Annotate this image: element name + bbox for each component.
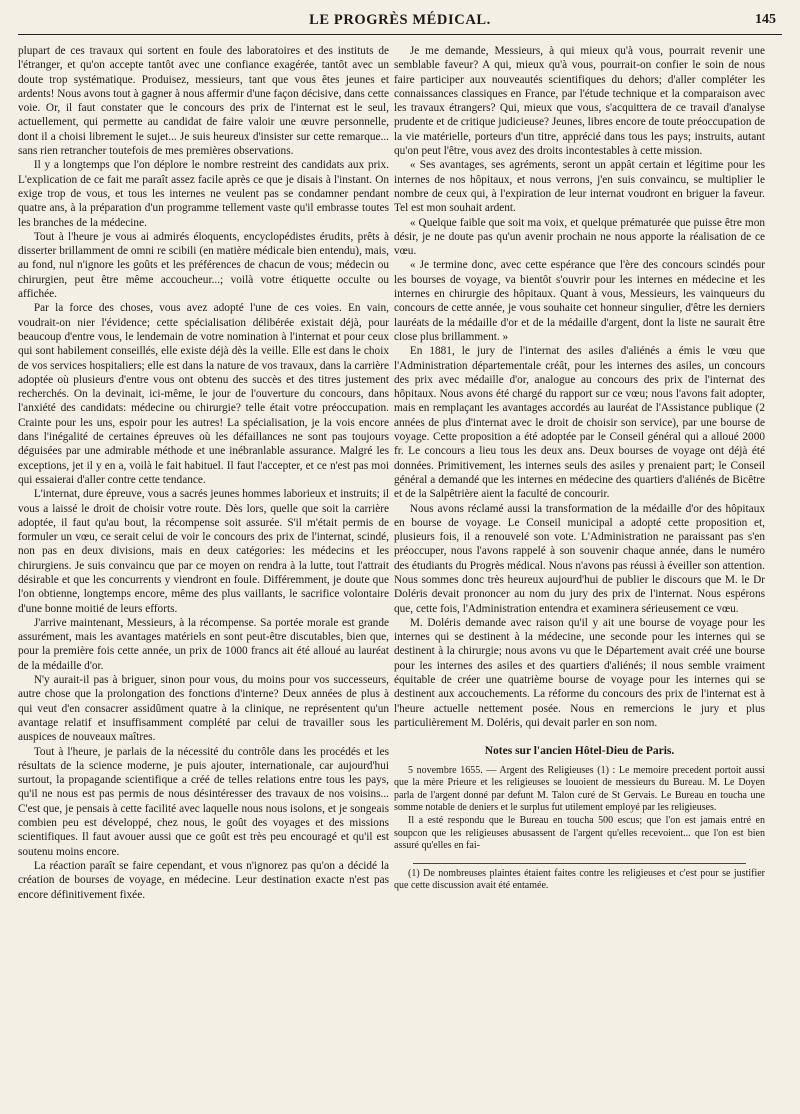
page-number: 145 bbox=[755, 12, 776, 27]
journal-title: LE PROGRÈS MÉDICAL. bbox=[309, 12, 491, 28]
paragraph: Tout à l'heure, je parlais de la nécessité du contrôle dans les procédés et les résultats de la science moderne, je puis ajouter, internationale, car aujourd'hui surtout, la propagande scientifique a créé de telles relations entre tous les pays, qu'il ne nous est pas permis de nous désintéresser des travaux de nos voisins... C'est que, je pensais à cette facilité avec laquelle nous nous isolons, et je songeais combien peu est développé, chez nous, le goût des voyages et des missions scientifiques. Il faut avouer aussi que ce goût est très peu encouragé et qu'il est soutenu moins encore. bbox=[18, 745, 389, 858]
paragraph: Je me demande, Messieurs, à qui mieux qu'à vous, pourrait revenir une semblable faveur? A qui, mieux qu'à vous, pourrait-on confier le soin de nous faire participer aux nouveautés scientifiques du dehors; d'aller compléter les connaissances classiques en France, par l'étude technique et la comparaison avec les travaux étrangers? Qui, mieux que vous, s'acquittera de ce travail d'analyse prudente et de critique judicieuse? Jeunes, libres encore de toute préoccupation de la vie matérielle, porteurs d'un titre, apprécié dans tous les pays; instruits, autant qu'on peut l'être, vous avez des droits incontestables à cette mission. bbox=[394, 45, 765, 158]
running-header bbox=[18, 10, 782, 32]
footnote: (1) De nombreuses plaintes étaient faites contre les religieuses et c'est pour se justifier que cette discussion avait été entamée. bbox=[394, 867, 765, 892]
paragraph: Tout à l'heure je vous ai admirés éloquents, encyclopédistes érudits, prêts à disserter brillamment de omni re scibili (en matière médicale bien entendu), mais, au fond, nul n'ignore les goûts et les préférences de chacun de vous; médecin ou chirurgien, peut être même accoucheur...; voilà votre étiquette occulte ou affichée. bbox=[18, 230, 389, 301]
paragraph: plupart de ces travaux qui sortent en foule des laboratoires et des instituts de l'étranger, et qu'on accepte tantôt avec une confiance exagérée, tantôt avec un doute trop systématique. Produisez, messieurs, tant que vous êtes jeunes et ardents! Nous avons tout à gagner à nous affermir d'une façon décisive, dans cette voie. Or, il faut constater que le concours des prix de l'internat est le seul, actuellement, qui permette au candidat de faire valoir une œuvre personnelle, dont il a choisi librement le sujet... Je suis heureux d'insister sur cette remarque... sans rien retrancher toutefois de mes premières observations. bbox=[18, 45, 389, 158]
paragraph: M. Doléris demande avec raison qu'il y ait une bourse de voyage pour les internes qui se destinent à la médecine, une seconde pour les internes qui se destinent à la chirurgie; nous avons vu que le Département avait créé une bourse pour les internes des asiles et des quartiers d'aliénés; il nous semble vraiment équitable de créer une quatrième bourse de voyage pour les internes qui se destinent aux accouchements. La réforme du concours des prix de l'internat est à l'heure actuelle nettement posée. Nous en remercions le jury et plus particulièrement M. Doléris, qui devait parler en son nom. bbox=[394, 616, 765, 729]
section-paragraph: Il a esté respondu que le Bureau en toucha 500 escus; que l'on est jamais entré en soupcon que les religieuses abusassent de l'argent qu'elles recevoient... que l'on est bien assuré qu'elles en fai- bbox=[394, 814, 765, 852]
paragraph: « Ses avantages, ses agréments, seront un appât certain et légitime pour les internes de nos hôpitaux, et nous verrons, j'en suis convaincu, se multiplier le nombre de ceux qui, à l'expiration de leur internat voudront en briguer la faveur. Tel est mon souhait ardent. bbox=[394, 159, 765, 215]
paragraph: J'arrive maintenant, Messieurs, à la récompense. Sa portée morale est grande assurément, mais les avantages matériels en sont peut-être discutables, bien que, pour la première fois cette année, un prix de 1000 francs ait été alloué au lauréat de la médaille d'or. bbox=[18, 616, 389, 672]
paragraph: « Quelque faible que soit ma voix, et quelque prématurée que puisse être mon désir, je ne doute pas qu'un avenir prochain ne nous apporte la réalisation de ce vœu. bbox=[394, 216, 765, 258]
left-column bbox=[18, 44, 389, 1110]
header-rule bbox=[18, 34, 782, 35]
paragraph: Nous avons réclamé aussi la transformation de la médaille d'or des hôpitaux en bourse de voyage. Le Conseil municipal a adopté cette proposition et, plusieurs fois, il a renouvelé son vote. L'Administration ne paraissant pas s'en préoccuper, nous l'avons rappelé à son souvenir chaque année, dans le numéro des étudiants du Progrès médical. Nous n'avons pas réussi à éveiller son attention. Nous sommes donc très heureux aujourd'hui de publier le discours que M. le Dr Doléris devait prononcer au nom du jury des prix de l'internat. Nous espérons que, cette fois, l'Administration entendra et examinera sérieusement ce vœu. bbox=[394, 502, 765, 615]
right-column bbox=[394, 44, 765, 1110]
paragraph: « Je termine donc, avec cette espérance que l'ère des concours scindés pour les bourses de voyage, va bientôt s'ouvrir pour les internes en médecine et les internes en chirurgie des hôpitaux. Quant à vous, Messieurs, les vainqueurs du concours de cette année, je vous souhaite cet honneur singulier, d'être les derniers lauréats de la médaille d'or et de la médaille d'argent, dont la liste ne saurait être close plus brillamment. » bbox=[394, 259, 765, 343]
section-heading: Notes sur l'ancien Hôtel-Dieu de Paris. bbox=[484, 745, 675, 758]
footnote-rule bbox=[413, 863, 747, 864]
paragraph: L'internat, dure épreuve, vous a sacrés jeunes hommes laborieux et instruits; il vous a laissé le droit de choisir votre route. Dès lors, quelle que soit la carrière adoptée, il faut qu'au bout, la récompense soit assurée. S'il m'était permis de formuler un vœu, ce serait celui de voir le concours des prix de l'internat, scindé, non pas en deux divisions, mais en deux catégories: les médecins et les chirurgiens. Je suis convaincu que par ce moyen on rendra à la lutte, tout l'attrait désirable et que les concurrents y viendront en foule. Différemment, je doute que l'on obtienne, longtemps encore, même des plus vaillants, le sacrifice volontaire d'une bonne moitié de leurs efforts. bbox=[18, 488, 389, 615]
paragraph: N'y aurait-il pas à briguer, sinon pour vous, du moins pour vos successeurs, autre chose que la prolongation des fonctions d'interne? Deux années de plus à qui veut d'en consacrer assidûment quatre à la clinique, ne représentent qu'un avantage relatif et insuffisamment complété par celui de travailler sous les auspices de nouveaux maîtres. bbox=[18, 674, 389, 744]
paragraph: Par la force des choses, vous avez adopté l'une de ces voies. En vain, voudrait-on nier l'évidence; cette spécialisation délibérée existait déjà, pour beaucoup d'entre vous, le lendemain de votre nomination à l'internat et pour ceux qui sont habilement conseillés, elle existe déjà dès la veille. Elle est dans le choix de vos services hospitaliers; elle est dans la nature de vos travaux, dans la carrière adoptée où plusieurs d'entre vous ont obtenu des succès et des titres justement recherchés. On la devinait, ici-même, le jour de l'ouverture du concours, dans l'anxiété des candidats: médecine ou chirurgie? telle était votre préoccupation. Crainte pour les uns, espoir pour les autres! La spécialisation, je la vois encore dans l'inégalité de certaines épreuves où les défaillances ne sont pas toujours déguisées par une admirable méthode et une inébranlable assurance. Malgré les exceptions, jet il y en a, voilà le fait habituel. Il faut l'accepter, et ce n'est pas moi qui essaierai d'aller contre cette tendance. bbox=[18, 302, 389, 486]
paragraph: En 1881, le jury de l'internat des asiles d'aliénés a émis le vœu que l'Administration départementale créât, pour les internes des asiles, un concours des prix avec médaille d'or, analogue au concours des prix de l'internat des hôpitaux. Nous avons été chargé du rapport sur ce vœu; nous l'avons fait adopter, mais en remplaçant les avantages accordés au lauréat de l'Assistance publique (2 années de plus d'internat avec le droit de choisir son service), par une bourse de voyage. Cette proposition a été adoptée par le Conseil général qui a alloué 2000 fr. Le concours a lieu tous les deux ans. Deux bourses de voyage ont déjà été données. Primitivement, les internes seuls des asiles y prenaient part; le Conseil général a demandé que les internes en médecine des quartiers d'aliénés de Bicêtre et de la Salpêtrière aient la faculté de concourir. bbox=[394, 345, 765, 501]
section-paragraph: 5 novembre 1655. — Argent des Religieuses (1) : Le memoire precedent portoit aussi que la mère Prieure et les religieuses se louoient de messieurs du Bureau. M. Le Doyen parla de l'argent donné par defunt M. Talon curé de St Gervais. Le Bureau en toucha une somme notable de deniers et le surplus fut utilement employé par les religieuses. bbox=[394, 764, 765, 814]
paragraph: La réaction paraît se faire cependant, et vous n'ignorez pas qu'on a décidé la création de bourses de voyage, en médecine. Leur destination exacte n'est pas encore définitivement fixée. bbox=[18, 859, 389, 901]
paragraph: Il y a longtemps que l'on déplore le nombre restreint des candidats aux prix. L'explication de ce fait me paraît assez facile après ce que je disais à l'instant. On exige trop de vous, et tous les internes ne veulent pas se condamner pendant quatre ans, à la préparation d'un programme tellement vaste qu'il embrasse toutes les branches de la médecine. bbox=[18, 159, 389, 229]
